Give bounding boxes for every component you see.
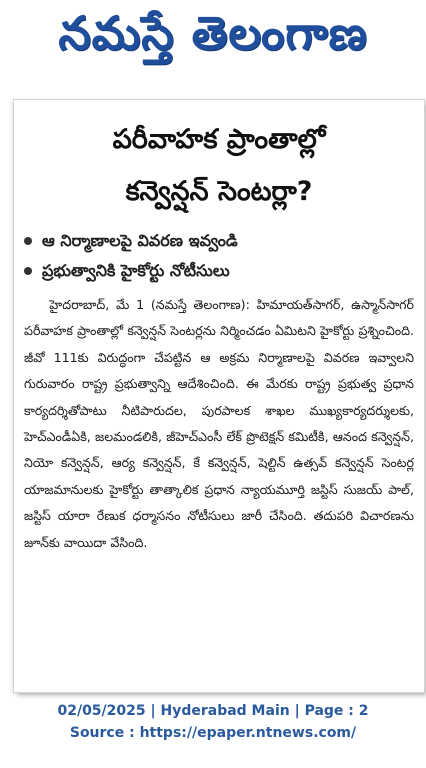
masthead-title: నమస్తే తెలంగాణ — [58, 6, 368, 60]
footer — [0, 700, 426, 744]
bullet-text: ఆ నిర్మాణాలపై వివరణ ఇవ్వండి — [42, 231, 238, 250]
masthead — [0, 0, 426, 78]
headline-line-2: కన్వెన్షన్ సెంటర్లా? — [125, 176, 313, 207]
article-body: హైదరాబాద్, మే 1 (నమస్తే తెలంగాణ): హిమాయత్‌సాగర్, ఉస్మాన్‌సాగర్ పరీవాహక ప్రాంతాల్లో కన్వెన్షన్ సెంటర్లను నిర్మించడం ఏమిటని హైకోర్టు ప్రశ్నించింది. జీవో 111కు విరుద్ధంగా చేపట్టిన ఆ అక్రమ నిర్మాణాలపై వివరణ ఇవ్వాలని గురువారం రాష్ట్ర ప్రభుత్వాన్ని ఆదేశించింది. ఈ మేరకు రాష్ట్ర ప్రభుత్వ ప్రధాన కార్యదర్శితోపాటు నీటిపారుదల, పురపాలక శాఖల ముఖ్యకార్యదర్శులకు, హెచ్‌ఎండీఏకి, జలమండలికి, జీహెచ్‌ఎంసీ లేక్ ప్రొటెక్షన్ కమిటీకి, ఆనంద కన్వెన్షన్, నియో కన్వెన్షన్, ఆర్య కన్వెన్షన్, కే కన్వెన్షన్, షెల్టిన్ ఉత్సవ్ కన్వెన్షన్ సెంటర్ల యాజమానులకు హైకోర్టు తాత్కాలిక ప్రధాన న్యాయమూర్తి జస్టిస్ సుజయ్ పాల్, జస్టిస్ యారా రేణుక ధర్మాసనం నోటీసులు జారీ చేసింది. తదుపరి విచారణను జూన్‌కు వాయిదా వేసింది. — [24, 297, 414, 550]
bullet-icon — [24, 267, 32, 275]
bullet-text: ప్రభుత్వానికి హైకోర్టు నోటీసులు — [42, 261, 230, 280]
article-clipping — [14, 100, 424, 692]
footer-date-edition-page: 02/05/2025 | Hyderabad Main | Page : 2 — [57, 703, 369, 719]
bullet-list — [14, 226, 424, 286]
bullet-item — [24, 256, 424, 286]
headline — [14, 114, 424, 218]
headline-line-1: పరీవాహక ప్రాంతాల్లో — [112, 124, 326, 155]
bullet-item — [24, 226, 424, 256]
bullet-icon — [24, 237, 32, 245]
footer-source-link[interactable]: Source : https://epaper.ntnews.com/ — [69, 725, 357, 741]
